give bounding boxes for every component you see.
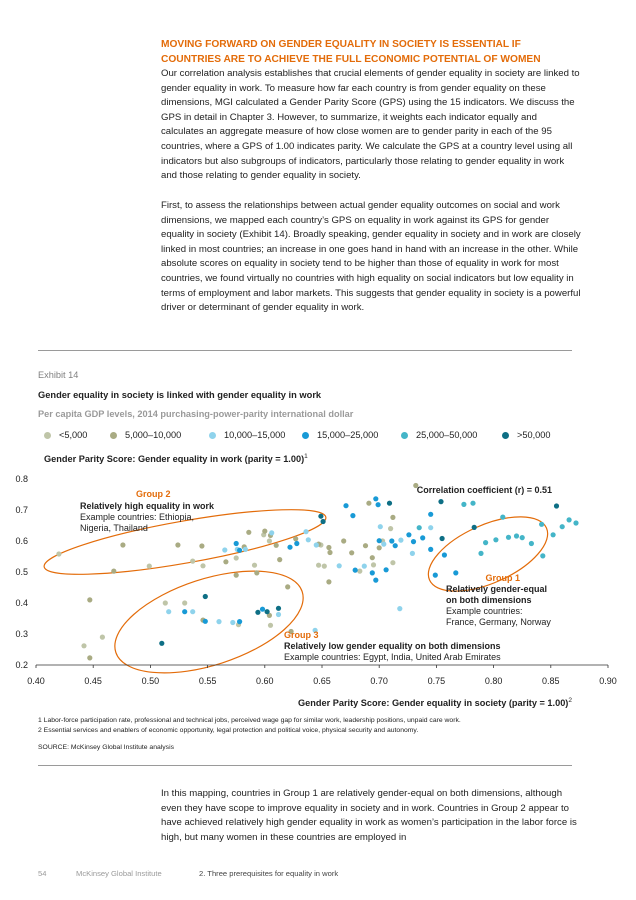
data-point: [341, 538, 346, 543]
legend-label: >50,000: [517, 430, 551, 440]
data-point: [384, 567, 389, 572]
data-point: [500, 515, 505, 520]
data-point: [428, 512, 433, 517]
section-headline: MOVING FORWARD ON GENDER EQUALITY IN SOCIETY IS ESSENTIAL IF COUNTRIES ARE TO ACHIEVE THE FULL ECONOMIC POTENTIAL OF WOMEN: [161, 39, 541, 65]
data-point: [163, 600, 168, 605]
data-point: [56, 551, 61, 556]
data-point: [483, 540, 488, 545]
y-tick-label: 0.7: [15, 505, 28, 515]
data-point: [87, 655, 92, 660]
data-point: [406, 532, 411, 537]
data-point: [326, 579, 331, 584]
x-tick-label: 0.80: [484, 676, 503, 686]
data-point: [190, 609, 195, 614]
data-point: [349, 550, 354, 555]
data-point: [350, 513, 355, 518]
data-point: [493, 537, 498, 542]
data-point: [237, 619, 242, 624]
group1-label: Group 1: [485, 573, 520, 583]
data-point: [276, 606, 281, 611]
y-axis-title-text: Gender Parity Score: Gender equality in work (parity = 1.00): [44, 454, 305, 465]
data-point: [514, 533, 519, 538]
data-point: [254, 570, 259, 575]
data-point: [222, 547, 227, 552]
data-point: [260, 607, 265, 612]
data-point: [267, 538, 272, 543]
data-point: [440, 536, 445, 541]
data-point: [285, 584, 290, 589]
body-paragraph-3: In this mapping, countries in Group 1 are relatively gender-equal on both dimensions, although even they have scope to improve equality in society and in work. Countries in Group 2 appear to have achieved relatively high gender equality in work as women’s participation in the labor force is high, but many women in these countries are employed in: [161, 788, 577, 843]
data-point: [203, 594, 208, 599]
data-point: [539, 522, 544, 527]
data-point: [560, 524, 565, 529]
data-point: [387, 501, 392, 506]
data-point: [573, 520, 578, 525]
data-point: [472, 525, 477, 530]
data-point: [166, 609, 171, 614]
data-point: [230, 620, 235, 625]
data-point: [268, 623, 273, 628]
data-point: [397, 606, 402, 611]
data-point: [243, 547, 248, 552]
data-point: [520, 535, 525, 540]
data-point: [389, 538, 394, 543]
x-tick-label: 0.40: [27, 676, 45, 686]
y-axis-footnote-mark: 1: [304, 453, 308, 460]
exhibit-label: Exhibit 14: [38, 370, 79, 380]
group2-examples-line2: Nigeria, Thailand: [80, 523, 148, 533]
data-point: [87, 597, 92, 602]
x-tick-label: 0.90: [599, 676, 617, 686]
data-point: [237, 548, 242, 553]
exhibit-subtitle: Per capita GDP levels, 2014 purchasing-power-parity international dollar: [38, 409, 354, 419]
data-point: [388, 526, 393, 531]
data-point: [303, 529, 308, 534]
data-point: [540, 553, 545, 558]
group2-label: Group 2: [136, 489, 171, 499]
data-point: [294, 541, 299, 546]
x-axis-footnote-mark: 2: [568, 697, 572, 704]
data-point: [81, 643, 86, 648]
legend-label: 15,000–25,000: [317, 430, 379, 440]
source-note: SOURCE: McKinsey Global Institute analysis: [38, 744, 174, 751]
data-point: [190, 559, 195, 564]
y-tick-label: 0.2: [15, 660, 28, 670]
data-point: [393, 543, 398, 548]
data-point: [371, 562, 376, 567]
data-point: [314, 542, 319, 547]
data-point: [362, 564, 367, 569]
group1-title-line1: Relatively gender-equal: [446, 584, 548, 594]
data-point: [373, 496, 378, 501]
group2-title: Relatively high equality in work: [80, 501, 215, 511]
y-tick-label: 0.8: [15, 474, 28, 484]
x-tick-label: 0.50: [141, 676, 160, 686]
footer-publisher: McKinsey Global Institute: [76, 869, 162, 878]
group1-examples: France, Germany, Norway: [446, 617, 551, 627]
footnote-2: 2 Essential services and enablers of economic opportunity, legal protection and political voice, physical security and autonomy.: [38, 727, 419, 734]
data-point: [175, 542, 180, 547]
legend-label: 10,000–15,000: [224, 430, 286, 440]
data-point: [461, 502, 466, 507]
group3-ellipse: [103, 551, 316, 693]
data-point: [306, 537, 311, 542]
data-point: [478, 551, 483, 556]
x-tick-label: 0.45: [84, 676, 102, 686]
data-point: [551, 532, 556, 537]
data-point: [234, 555, 239, 560]
data-point: [529, 541, 534, 546]
data-point: [390, 515, 395, 520]
data-point: [428, 547, 433, 552]
data-point: [411, 539, 416, 544]
x-tick-label: 0.65: [313, 676, 331, 686]
y-tick-label: 0.6: [15, 536, 28, 546]
data-point: [554, 503, 559, 508]
data-point: [410, 551, 415, 556]
data-point: [343, 503, 348, 508]
data-point: [398, 538, 403, 543]
data-point: [390, 560, 395, 565]
data-point: [269, 530, 274, 535]
body-paragraph-1: Our correlation analysis establishes that crucial elements of gender equality in society are linked to gender equality in work. To measure how far each country is from gender equality on these dimensions, MGI calculated a Gender Parity Score (GPS) using the 15 indicators. We discuss the GPS in detail in Chapter 3. However, to summarize, it weights each indicator equally and calculates an aggregate measure of how close women are to gender parity in each of the 95 countries, where a GPS of 1.00 indicates parity. We calculate the GPS at a country level using all indicators but also subgroups of indicators, particularly those relating to gender equality in work and those relating to gender equality in society.: [161, 68, 580, 182]
data-point: [147, 564, 152, 569]
data-point: [370, 555, 375, 560]
exhibit-bottom-rule: [38, 765, 572, 766]
data-point: [370, 570, 375, 575]
group3-label: Group 3: [284, 630, 319, 640]
x-axis-title-text: Gender Parity Score: Gender equality in society (parity = 1.00): [298, 698, 569, 709]
data-point: [381, 542, 386, 547]
data-point: [420, 535, 425, 540]
data-point: [276, 612, 281, 617]
data-point: [417, 525, 422, 530]
data-point: [318, 514, 323, 519]
data-point: [376, 502, 381, 507]
data-point: [100, 635, 105, 640]
data-point: [182, 609, 187, 614]
data-point: [265, 609, 270, 614]
data-point: [378, 524, 383, 529]
data-point: [255, 610, 260, 615]
data-point: [353, 568, 358, 573]
data-point: [363, 543, 368, 548]
data-point: [262, 529, 267, 534]
data-point: [277, 557, 282, 562]
data-point: [366, 501, 371, 506]
data-point: [223, 559, 228, 564]
data-point: [234, 541, 239, 546]
data-point: [274, 543, 279, 548]
y-tick-label: 0.3: [15, 629, 28, 639]
data-point: [199, 543, 204, 548]
data-point: [453, 570, 458, 575]
data-point: [216, 619, 221, 624]
group1-examples-label: Example countries:: [446, 606, 523, 616]
data-point: [321, 519, 326, 524]
x-tick-label: 0.70: [370, 676, 388, 686]
data-point: [438, 499, 443, 504]
data-point: [337, 563, 342, 568]
data-point: [377, 545, 382, 550]
page-number: 54: [38, 869, 47, 878]
x-tick-label: 0.55: [198, 676, 217, 686]
group3-examples: Example countries: Egypt, India, United Arab Emirates: [284, 652, 501, 662]
footer-chapter: 2. Three prerequisites for equality in work: [199, 869, 339, 878]
x-tick-label: 0.60: [256, 676, 274, 686]
data-point: [111, 569, 116, 574]
y-tick-label: 0.4: [15, 598, 28, 608]
data-point: [322, 564, 327, 569]
data-point: [252, 563, 257, 568]
data-point: [373, 578, 378, 583]
legend-label: 5,000–10,000: [125, 430, 182, 440]
data-point: [433, 573, 438, 578]
group3-title: Relatively low gender equality on both dimensions: [284, 641, 501, 651]
data-point: [287, 545, 292, 550]
data-point: [470, 501, 475, 506]
data-point: [428, 525, 433, 530]
data-point: [182, 600, 187, 605]
x-tick-label: 0.75: [427, 676, 446, 686]
footnote-1: 1 Labor-force participation rate, professional and technical jobs, perceived wage gap for similar work, leadership positions, unpaid care work.: [38, 717, 461, 724]
data-point: [326, 545, 331, 550]
data-point: [327, 550, 332, 555]
y-tick-label: 0.5: [15, 567, 28, 577]
group1-title-line2: on both dimensions: [446, 595, 532, 605]
group2-examples: Example countries: Ethiopia,: [80, 512, 195, 522]
data-point: [120, 542, 125, 547]
x-tick-label: 0.85: [542, 676, 560, 686]
legend-label: 25,000–50,000: [416, 430, 478, 440]
data-point: [506, 535, 511, 540]
body-paragraph-2: First, to assess the relationships between actual gender equality outcomes on social and work dimensions, we mapped each country’s GPS on equality in work against its GPS for gender equality in society (Exhibit 14). Broadly speaking, gender equality in society and in work are closely linked in most countries; an increase in one goes hand in hand with an increase in the other. While absolute scores on equality in society tend to be higher than those of equality in work for most countries, we found virtually no countries with high equality on social indicators but low equality in terms of employment and labor markets. This suggests that gender equality in society is a powerful driver or determinant of gender equality in work.: [161, 200, 581, 314]
data-point: [357, 569, 362, 574]
data-point: [203, 619, 208, 624]
data-point: [246, 530, 251, 535]
data-point: [442, 552, 447, 557]
data-point: [377, 538, 382, 543]
data-point: [567, 517, 572, 522]
data-point: [293, 536, 298, 541]
exhibit-title: Gender equality in society is linked with gender equality in work: [38, 390, 322, 400]
legend-label: <5,000: [59, 430, 88, 440]
data-point: [234, 573, 239, 578]
data-point: [316, 563, 321, 568]
data-point: [159, 641, 164, 646]
data-point: [200, 563, 205, 568]
correlation-label: Correlation coefficient (r) = 0.51: [416, 485, 552, 495]
x-axis-title: [298, 697, 572, 708]
